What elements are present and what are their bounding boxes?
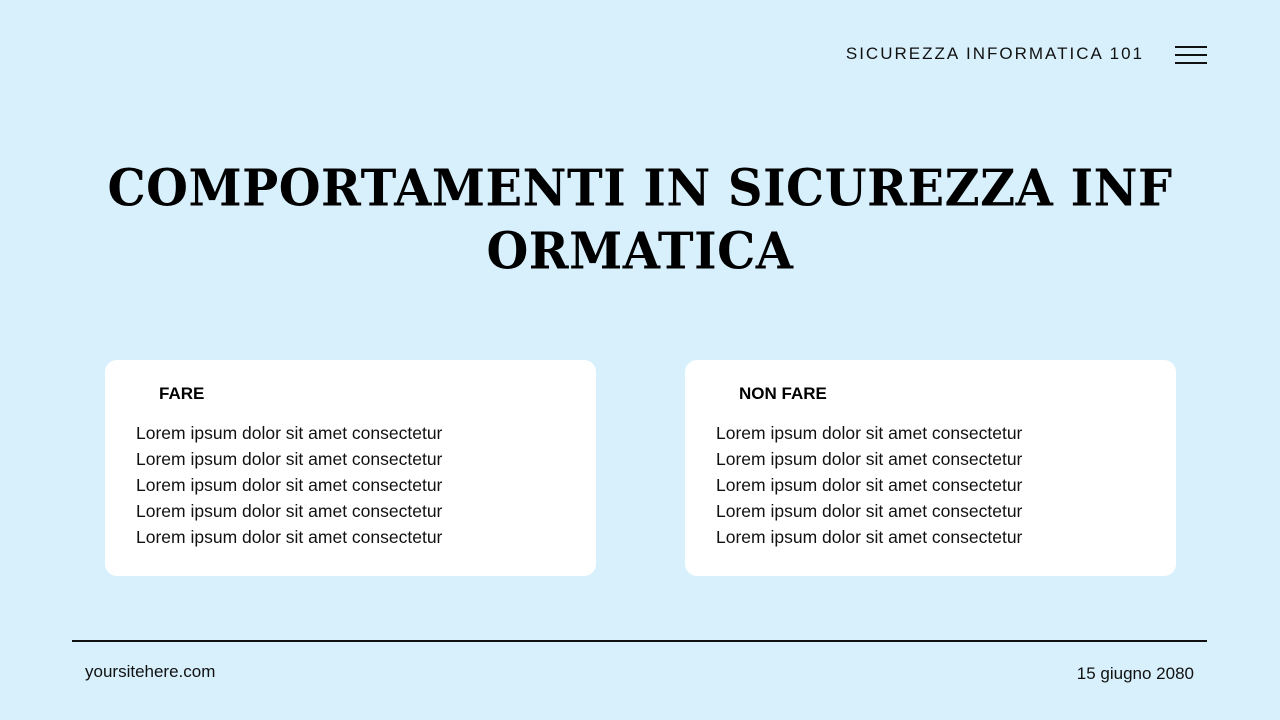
dont-list xyxy=(716,420,1022,550)
list-item: Lorem ipsum dolor sit amet consectetur xyxy=(716,475,1023,495)
footer-site-link[interactable]: yoursitehere.com xyxy=(85,662,216,681)
dont-card xyxy=(685,360,1176,576)
list-item: Lorem ipsum dolor sit amet consectetur xyxy=(136,501,443,521)
list-item: Lorem ipsum dolor sit amet consectetur xyxy=(716,423,1023,443)
list-item: Lorem ipsum dolor sit amet consectetur xyxy=(136,423,443,443)
page-title: COMPORTAMENTI IN SICUREZZA INFORMATICA xyxy=(107,159,1173,282)
menu-bar xyxy=(1175,54,1207,56)
footer-date: 15 giugno 2080 xyxy=(1076,664,1194,683)
list-item: Lorem ipsum dolor sit amet consectetur xyxy=(716,449,1023,469)
footer-divider xyxy=(72,640,1207,642)
header-title: SICUREZZA INFORMATICA 101 xyxy=(845,44,1144,63)
do-list xyxy=(136,420,442,550)
dont-card-heading: NON FARE xyxy=(739,384,827,403)
do-card xyxy=(105,360,596,576)
list-item: Lorem ipsum dolor sit amet consectetur xyxy=(716,527,1023,547)
menu-bar xyxy=(1175,62,1207,64)
list-item: Lorem ipsum dolor sit amet consectetur xyxy=(716,501,1023,521)
do-card-heading: FARE xyxy=(159,384,205,403)
menu-bar xyxy=(1175,46,1207,48)
list-item: Lorem ipsum dolor sit amet consectetur xyxy=(136,475,443,495)
list-item: Lorem ipsum dolor sit amet consectetur xyxy=(136,527,443,547)
hamburger-menu-icon[interactable] xyxy=(1175,44,1207,66)
list-item: Lorem ipsum dolor sit amet consectetur xyxy=(136,449,443,469)
